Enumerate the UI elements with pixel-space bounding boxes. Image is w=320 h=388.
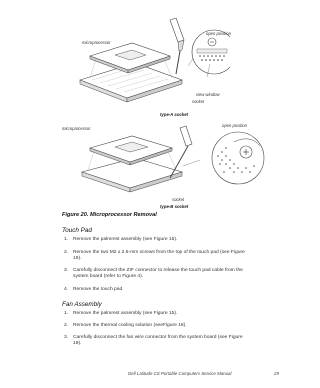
step-number: 2.: [64, 250, 69, 255]
touch-pad-step-1: [64, 237, 254, 245]
label-socket-a: socket: [192, 99, 205, 104]
step-number: 3.: [64, 268, 69, 273]
label-open-position-a: open position: [206, 31, 231, 36]
fan-step-3: [64, 335, 254, 349]
step-text: Remove the palmrest assembly (see Figure 15).: [73, 237, 178, 242]
caption-type-a-socket: type-A socket: [160, 112, 189, 117]
step-text: Remove the thermal cooling solution (seeFigure 18).: [73, 323, 187, 328]
touch-pad-step-3: [64, 268, 254, 282]
step-text: Remove the touch pad.: [73, 287, 124, 292]
label-open-position-b: open position: [222, 123, 247, 128]
fan-step-2: [64, 323, 254, 331]
figure-type-a: [60, 18, 230, 118]
step-text: Remove the palmrest assembly (see Figure 15).: [73, 311, 178, 316]
caption-type-b-socket: type-B socket: [160, 204, 189, 209]
step-text: Carefully disconnect the ZIF connector to release the touch pad cable from the system board (refer to Figure 4).: [73, 268, 243, 280]
section-title-touch-pad: Touch Pad: [62, 227, 92, 234]
step-text: Carefully disconnect the fan wire connector from the system board (see Figure 19).: [73, 335, 243, 347]
fan-step-1: [64, 311, 254, 319]
footer-manual-title: Dell Latitude CS Portable Computers Service Manual: [128, 371, 232, 376]
touch-pad-step-2: [64, 250, 254, 264]
figure-title: Figure 20. Microprocessor Removal: [62, 212, 157, 218]
step-number: 4.: [64, 287, 69, 292]
step-number: 1.: [64, 311, 69, 316]
touch-pad-step-4: [64, 287, 254, 295]
step-number: 1.: [64, 237, 69, 242]
type-a-illustration: [60, 18, 230, 118]
figure-type-b: [60, 120, 280, 205]
step-text: Remove the two M2 x 2.5-mm screws from the top of the touch pad (see Figure 19).: [73, 250, 245, 262]
step-number: 3.: [64, 335, 69, 340]
label-microprocessor-a: microprocessor: [82, 40, 111, 45]
label-view-window: view window: [196, 92, 220, 97]
footer-page-number: 29: [274, 371, 279, 376]
step-number: 2.: [64, 323, 69, 328]
section-title-fan-assembly: Fan Assembly: [62, 301, 102, 308]
label-microprocessor-b: microprocessor: [62, 126, 91, 131]
type-b-illustration: [60, 120, 280, 205]
label-socket-b: socket: [172, 197, 185, 202]
